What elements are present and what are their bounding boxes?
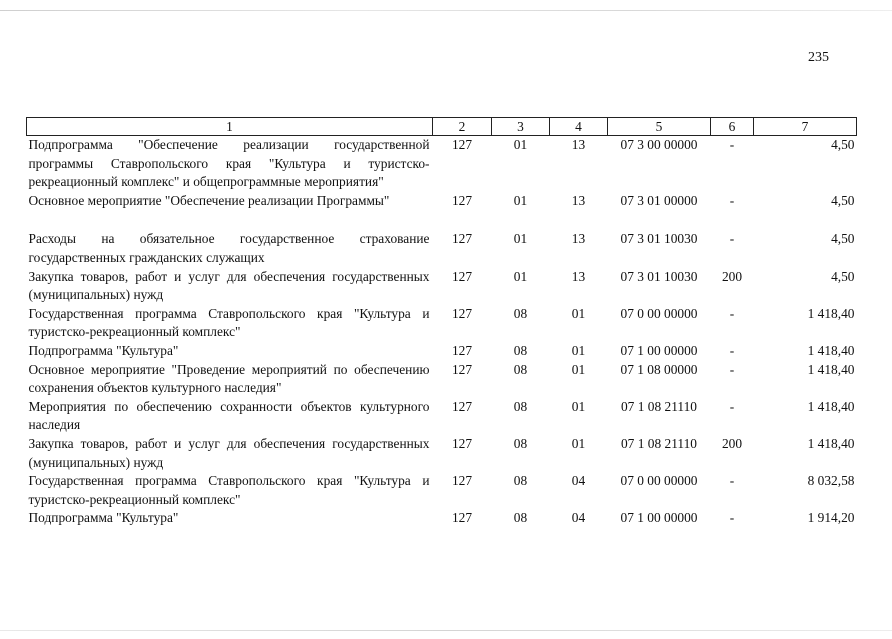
column-header: 3 — [492, 118, 550, 136]
header-row — [27, 118, 857, 136]
table-row — [27, 398, 857, 435]
row-amount: 1 418,40 — [807, 342, 855, 358]
row-expense-type: - — [729, 361, 735, 377]
row-target-code: 07 0 00 00000 — [620, 473, 698, 489]
scan-edge-bottom — [0, 630, 892, 631]
row-amount: 1 418,40 — [807, 305, 855, 321]
row-target-code: 07 0 00 00000 — [620, 305, 698, 321]
row-section-code: 08 — [513, 510, 528, 526]
column-header: 4 — [550, 118, 608, 136]
row-ministry-code: 127 — [451, 268, 473, 284]
scan-edge-top — [0, 10, 892, 11]
row-section-code: 08 — [513, 398, 528, 414]
row-amount: 4,50 — [831, 231, 855, 247]
row-subsection-code: 01 — [571, 398, 586, 414]
page-number: 235 — [808, 50, 829, 65]
row-ministry-code: 127 — [451, 398, 473, 414]
row-subsection-code: 13 — [571, 268, 586, 284]
row-subsection-code: 13 — [571, 137, 586, 152]
row-subsection-code: 01 — [571, 342, 586, 358]
row-target-code: 07 3 00 00000 — [620, 137, 698, 152]
row-name: Подпрограмма "Обеспечение реализации государственной программы Ставропольского края "Культура и туристско-рекреационный комплекс" и общепрограммные мероприятия" — [28, 137, 430, 190]
row-name: Расходы на обязательное государственное страхование государственных гражданских служащих — [28, 231, 430, 265]
table-row — [27, 435, 857, 472]
column-header: 6 — [711, 118, 754, 136]
row-expense-type: - — [729, 137, 735, 152]
row-section-code: 08 — [513, 342, 528, 358]
row-name: Основное мероприятие "Проведение мероприятий по обеспечению сохранения объектов культурного наследия" — [28, 361, 430, 396]
row-expense-type: - — [729, 398, 735, 414]
row-ministry-code: 127 — [451, 192, 473, 208]
column-header: 5 — [608, 118, 711, 136]
row-expense-type: - — [729, 473, 735, 489]
table-row — [27, 305, 857, 342]
row-target-code: 07 1 00 00000 — [620, 510, 698, 526]
row-ministry-code: 127 — [451, 435, 473, 451]
row-expense-type: 200 — [721, 435, 743, 451]
table-row — [27, 192, 857, 231]
row-section-code: 08 — [513, 361, 528, 377]
row-expense-type: 200 — [721, 268, 743, 284]
row-section-code: 01 — [513, 231, 528, 247]
row-name: Закупка товаров, работ и услуг для обеспечения государственных (муниципальных) нужд — [28, 268, 430, 303]
row-target-code: 07 3 01 00000 — [620, 192, 698, 208]
row-ministry-code: 127 — [451, 137, 473, 152]
row-amount: 1 418,40 — [807, 435, 855, 451]
column-header: 2 — [433, 118, 492, 136]
table-row — [27, 472, 857, 509]
row-name: Закупка товаров, работ и услуг для обеспечения государственных (муниципальных) нужд — [28, 435, 430, 470]
table-row — [27, 509, 857, 528]
row-target-code: 07 1 08 00000 — [620, 361, 698, 377]
row-section-code: 08 — [513, 305, 528, 321]
row-ministry-code: 127 — [451, 231, 473, 247]
table-row — [27, 268, 857, 305]
row-section-code: 01 — [513, 137, 528, 152]
row-amount: 1 418,40 — [807, 361, 855, 377]
table-row — [27, 342, 857, 361]
row-amount: 4,50 — [831, 137, 855, 152]
row-section-code: 08 — [513, 473, 528, 489]
row-name: Мероприятия по обеспечению сохранности объектов культурного наследия — [28, 398, 430, 433]
row-subsection-code: 01 — [571, 361, 586, 377]
row-amount: 4,50 — [831, 192, 855, 208]
column-header: 1 — [27, 118, 433, 136]
row-target-code: 07 3 01 10030 — [620, 268, 698, 284]
budget-table — [26, 117, 857, 528]
row-ministry-code: 127 — [451, 510, 473, 526]
row-subsection-code: 01 — [571, 305, 586, 321]
row-section-code: 08 — [513, 435, 528, 451]
row-section-code: 01 — [513, 268, 528, 284]
row-target-code: 07 1 00 00000 — [620, 342, 698, 358]
row-name: Основное мероприятие "Обеспечение реализации Программы" — [28, 192, 390, 208]
row-section-code: 01 — [513, 192, 528, 208]
row-target-code: 07 1 08 21110 — [620, 398, 697, 414]
row-expense-type: - — [729, 342, 735, 358]
row-ministry-code: 127 — [451, 342, 473, 358]
row-name: Государственная программа Ставропольского края "Культура и туристско-рекреационный комплекс" — [28, 473, 430, 507]
row-name: Подпрограмма "Культура" — [28, 342, 179, 358]
row-subsection-code: 04 — [571, 510, 586, 526]
row-ministry-code: 127 — [451, 473, 473, 489]
column-header: 7 — [754, 118, 857, 136]
row-expense-type: - — [729, 305, 735, 321]
row-expense-type: - — [729, 231, 735, 247]
row-ministry-code: 127 — [451, 305, 473, 321]
row-name: Подпрограмма "Культура" — [28, 510, 179, 526]
row-amount: 1 914,20 — [807, 510, 855, 526]
row-target-code: 07 1 08 21110 — [620, 435, 697, 451]
table-row — [27, 230, 857, 267]
row-target-code: 07 3 01 10030 — [620, 231, 698, 247]
row-ministry-code: 127 — [451, 361, 473, 377]
row-subsection-code: 04 — [571, 473, 586, 489]
table-row — [27, 361, 857, 398]
row-amount: 8 032,58 — [807, 473, 855, 489]
row-amount: 4,50 — [831, 268, 855, 284]
table-row — [27, 136, 857, 192]
row-expense-type: - — [729, 192, 735, 208]
row-subsection-code: 01 — [571, 435, 586, 451]
row-name: Государственная программа Ставропольского края "Культура и туристско-рекреационный комплекс" — [28, 305, 430, 340]
row-subsection-code: 13 — [571, 231, 586, 247]
row-amount: 1 418,40 — [807, 398, 855, 414]
row-expense-type: - — [729, 510, 735, 526]
row-subsection-code: 13 — [571, 192, 586, 208]
